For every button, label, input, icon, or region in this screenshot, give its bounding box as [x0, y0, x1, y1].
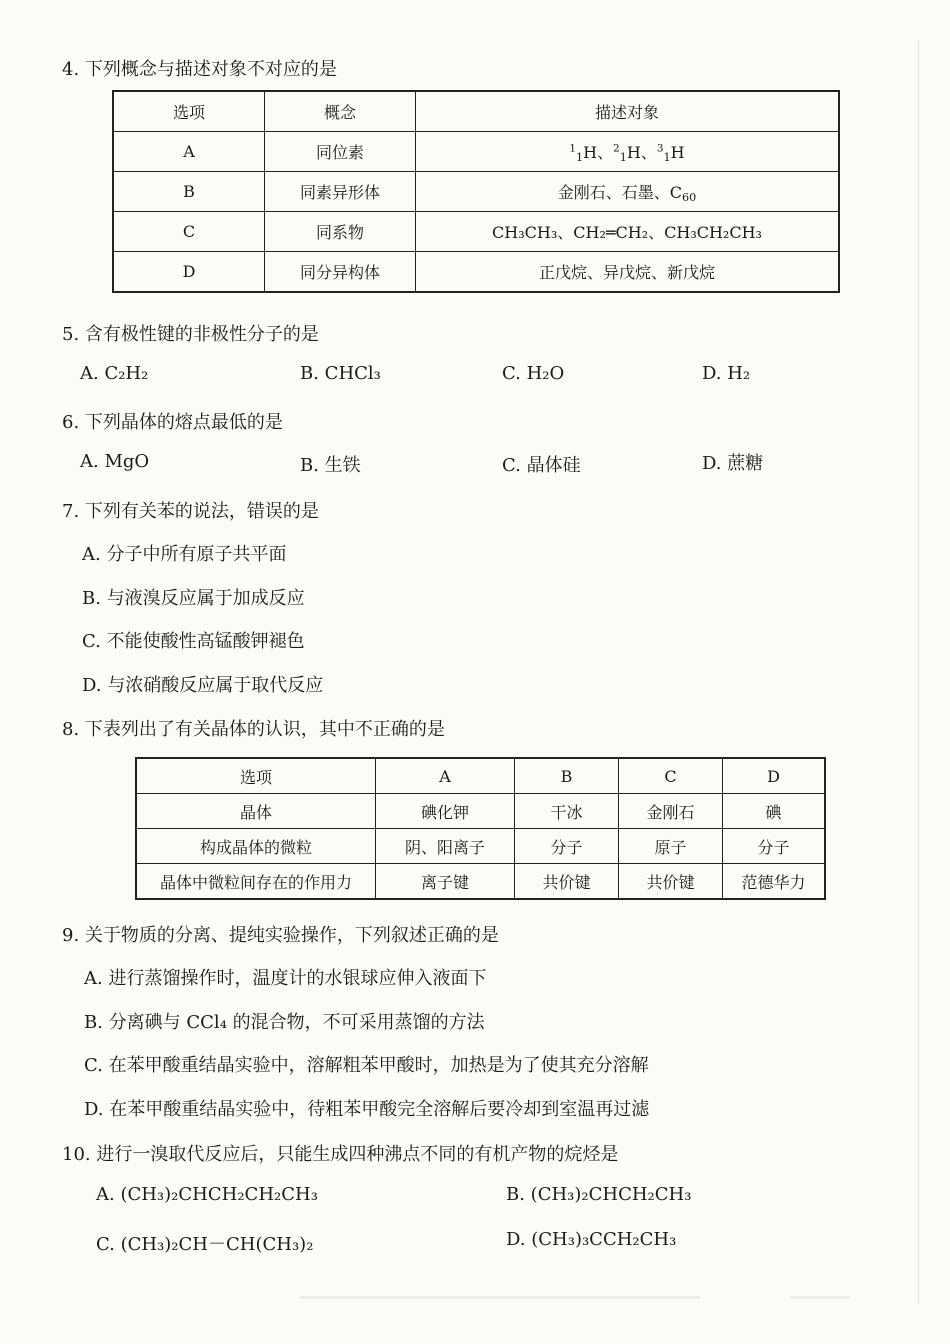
q4-stem: 4. 下列概念与描述对象不对应的是 — [62, 59, 337, 80]
q8-cell: 干冰 — [515, 794, 619, 829]
q8-cell: 范德华力 — [723, 864, 826, 900]
q10-option-a: A. (CH₃)₂CHCH₂CH₂CH₃ — [96, 1184, 318, 1205]
q8-cell: 离子键 — [376, 864, 515, 900]
q7-option-c: C. 不能使酸性高锰酸钾褪色 — [82, 631, 305, 652]
q6-option-d: D. 蔗糖 — [702, 453, 764, 474]
q10-option-b: B. (CH₃)₂CHCH₂CH₃ — [506, 1184, 692, 1205]
q4-option: B — [113, 172, 265, 212]
q5-stem: 5. 含有极性键的非极性分子的是 — [62, 324, 319, 345]
q7-option-a: A. 分子中所有原子共平面 — [82, 544, 287, 565]
q4-desc-homologs: CH₃CH₃、CH₂═CH₂、CH₃CH₂CH₃ — [416, 212, 840, 252]
q6-option-c: C. 晶体硅 — [502, 455, 581, 476]
q8-cell: D — [723, 758, 826, 794]
q8-cell: 碘化钾 — [376, 794, 515, 829]
q4-option: D — [113, 252, 265, 293]
q8-cell: 晶体中微粒间存在的作用力 — [136, 864, 376, 900]
q10-option-c: C. (CH₃)₂CH－CH(CH₃)₂ — [96, 1234, 314, 1255]
q4-desc: 金刚石、石墨、$C_{60}$ — [416, 172, 840, 212]
table-row — [136, 794, 825, 829]
page-edge — [918, 40, 919, 1304]
q4-concept: 同系物 — [265, 212, 416, 252]
q8-cell: 晶体 — [136, 794, 376, 829]
q9-stem: 9. 关于物质的分离、提纯实验操作，下列叙述正确的是 — [62, 925, 499, 946]
q4-concept: 同分异构体 — [265, 252, 416, 293]
q8-cell: 分子 — [515, 829, 619, 864]
q8-cell: 选项 — [136, 758, 376, 794]
q6-stem: 6. 下列晶体的熔点最低的是 — [62, 412, 283, 433]
table-row — [136, 758, 825, 794]
q7-stem: 7. 下列有关苯的说法，错误的是 — [62, 501, 319, 522]
q9-option-c: C. 在苯甲酸重结晶实验中，溶解粗苯甲酸时，加热是为了使其充分溶解 — [84, 1055, 649, 1076]
q10-stem: 10. 进行一溴取代反应后，只能生成四种沸点不同的有机产物的烷烃是 — [62, 1144, 619, 1165]
q8-cell: 碘 — [723, 794, 826, 829]
q5-option-a: A. C₂H₂ — [80, 363, 149, 384]
q8-cell: 金刚石 — [619, 794, 723, 829]
q8-table — [135, 757, 826, 900]
q4-concept: 同位素 — [265, 132, 416, 172]
table-row — [113, 172, 839, 212]
q7-option-b: B. 与液溴反应属于加成反应 — [82, 588, 305, 609]
table-row — [113, 132, 839, 172]
q8-cell: B — [515, 758, 619, 794]
q6-option-a: A. MgO — [80, 451, 150, 472]
q8-cell: 构成晶体的微粒 — [136, 829, 376, 864]
table-row — [113, 212, 839, 252]
q4-concept: 同素异形体 — [265, 172, 416, 212]
q9-option-a: A. 进行蒸馏操作时，温度计的水银球应伸入液面下 — [84, 968, 487, 989]
table-row — [136, 829, 825, 864]
q7-option-d: D. 与浓硝酸反应属于取代反应 — [82, 675, 324, 696]
q10-option-d: D. (CH₃)₃CCH₂CH₃ — [506, 1229, 677, 1250]
table-row — [113, 91, 839, 132]
q8-cell: A — [376, 758, 515, 794]
q6-option-b: B. 生铁 — [300, 455, 361, 476]
q9-option-d: D. 在苯甲酸重结晶实验中，待粗苯甲酸完全溶解后要冷却到室温再过滤 — [84, 1099, 650, 1120]
q8-cell: 阴、阳离子 — [376, 829, 515, 864]
isotope: $^3_1$H — [656, 142, 685, 164]
scan-artifact — [790, 1296, 850, 1299]
q8-cell: 共价键 — [515, 864, 619, 900]
q8-cell: C — [619, 758, 723, 794]
isotope: $^1_1$H — [569, 142, 598, 164]
q4-header-desc: 描述对象 — [416, 91, 840, 132]
q9-option-b: B. 分离碘与 CCl₄ 的混合物，不可采用蒸馏的方法 — [84, 1012, 485, 1033]
table-row — [113, 252, 839, 293]
scan-artifact — [300, 1296, 700, 1299]
q8-cell: 分子 — [723, 829, 826, 864]
q4-desc-isotopes: $^1_1$H、$^2_1$H、$^3_1$H — [416, 132, 840, 172]
q4-header-concept: 概念 — [265, 91, 416, 132]
q4-option: A — [113, 132, 265, 172]
q4-header-option: 选项 — [113, 91, 265, 132]
q8-cell: 原子 — [619, 829, 723, 864]
q4-table — [112, 90, 840, 293]
q8-stem: 8. 下表列出了有关晶体的认识，其中不正确的是 — [62, 719, 445, 740]
table-row — [136, 864, 825, 900]
q4-desc: 正戊烷、异戊烷、新戊烷 — [416, 252, 840, 293]
q5-option-d: D. H₂ — [702, 363, 751, 384]
q5-option-b: B. CHCl₃ — [300, 363, 381, 384]
q4-option: C — [113, 212, 265, 252]
q8-cell: 共价键 — [619, 864, 723, 900]
q5-option-c: C. H₂O — [502, 363, 565, 384]
isotope: $^2_1$H — [613, 142, 641, 164]
